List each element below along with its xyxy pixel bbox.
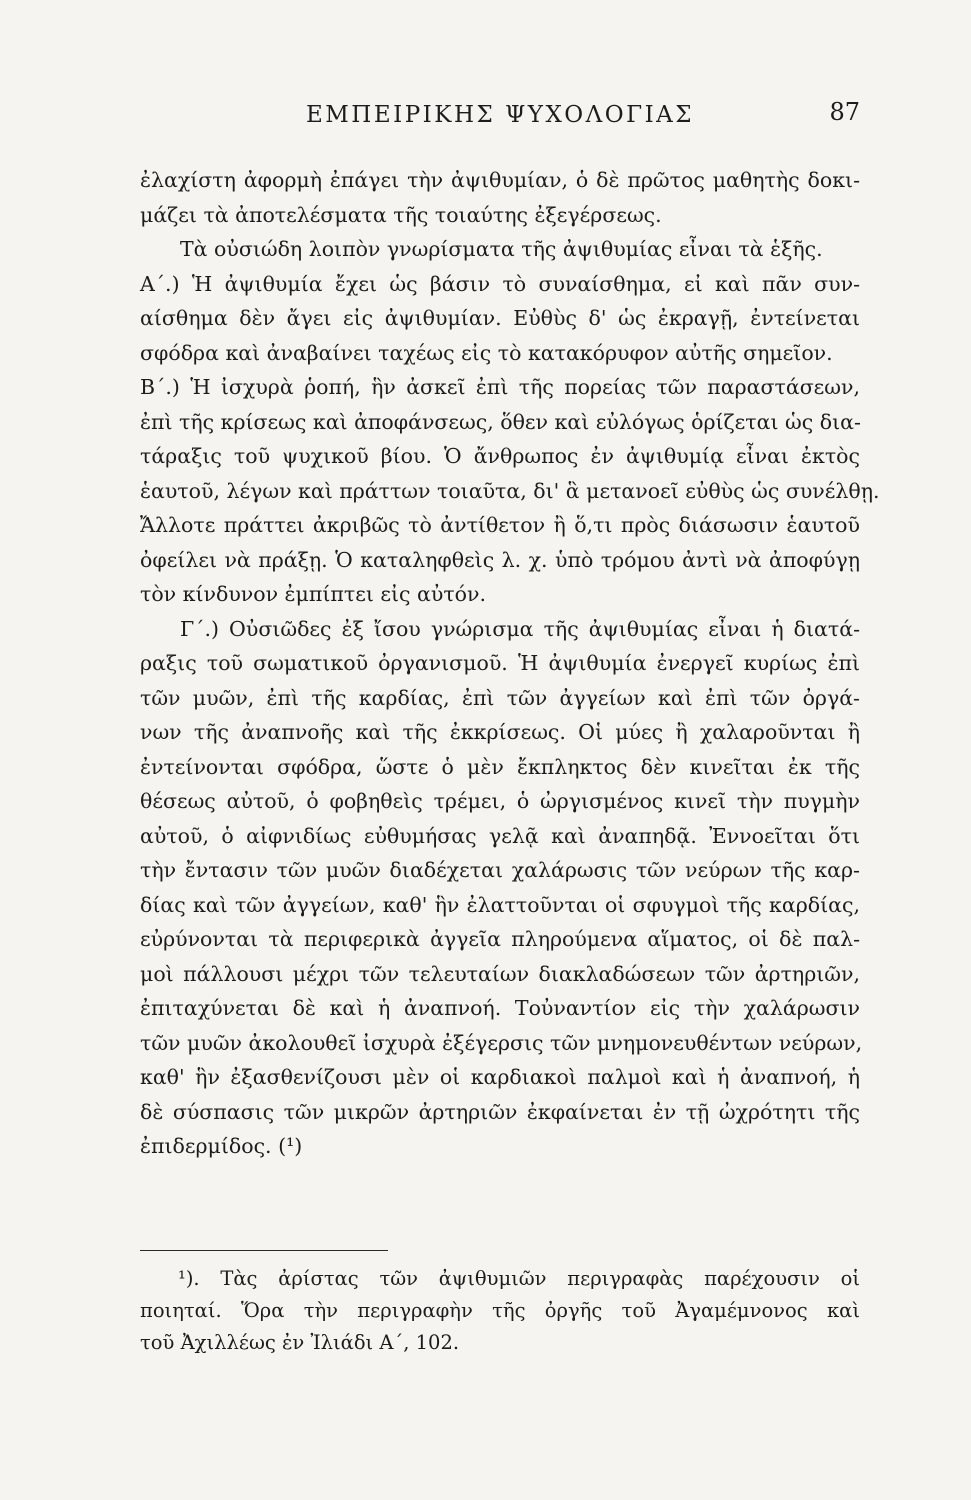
- text-line: καθ' ἣν ἐξασθενίζουσι μὲν οἱ καρδιακοὶ παλμοὶ καὶ ἡ ἀναπνοή, ἡ: [140, 1065, 860, 1089]
- text-line: θέσεως αὐτοῦ, ὁ φοβηθεὶς τρέμει, ὁ ὠργισμένος κινεῖ τὴν πυγμὴν: [140, 789, 860, 813]
- text-line: σφόδρα καὶ ἀναβαίνει ταχέως εἰς τὸ κατακόρυφον αὐτῆς σημεῖον.: [140, 340, 833, 365]
- text-line: ἐπιδερμίδος. (¹): [140, 1134, 303, 1158]
- text-line: Β΄.) Ἡ ἰσχυρὰ ῥοπή, ἣν ἀσκεῖ ἐπὶ τῆς πορείας τῶν παραστάσεων,: [140, 375, 860, 399]
- footnote-line: ποιηταί. Ὅρα τὴν περιγραφὴν τῆς ὀργῆς τοῦ Ἀγαμέμνονος καὶ: [140, 1299, 860, 1322]
- text-line: δὲ σύσπασις τῶν μικρῶν ἀρτηριῶν ἐκφαίνεται ἐν τῇ ὠχρότητι τῆς: [140, 1099, 860, 1124]
- text-line: ἐπὶ τῆς κρίσεως καὶ ἀποφάνσεως, ὅθεν καὶ εὐλόγως ὁρίζεται ὡς δια-: [140, 409, 861, 434]
- text-line: ἑαυτοῦ, λέγων καὶ πράττων τοιαῦτα, δι' ἃ μετανοεῖ εὐθὺς ὡς συνέλθῃ.: [140, 478, 880, 503]
- text-line: τάραξις τοῦ ψυχικοῦ βίου. Ὁ ἄνθρωπος ἐν ἀψιθυμίᾳ εἶναι ἐκτὸς: [140, 444, 860, 468]
- page-number: 87: [829, 98, 860, 126]
- text-line: τῶν μυῶν, ἐπὶ τῆς καρδίας, ἐπὶ τῶν ἀγγείων καὶ ἐπὶ τῶν ὀργά-: [140, 685, 860, 710]
- footnote: [140, 1263, 860, 1359]
- text-line: ἐλαχίστη ἀφορμὴ ἐπάγει τὴν ἀψιθυμίαν, ὁ δὲ πρῶτος μαθητὴς δοκι-: [140, 168, 860, 192]
- running-title: ΕΜΠΕΙΡΙΚΗΣ ΨΥΧΟΛΟΓΙΑΣ: [305, 102, 695, 128]
- text-line: μοὶ πάλλουσι μέχρι τῶν τελευταίων διακλαδώσεων τῶν ἀρτηριῶν,: [140, 961, 860, 986]
- text-line: τὸν κίνδυνον ἐμπίπτει εἰς αὐτόν.: [140, 582, 487, 606]
- text-line: Α΄.) Ἡ ἀψιθυμία ἔχει ὡς βάσιν τὸ συναίσθημα, εἰ καὶ πᾶν συν-: [140, 271, 860, 296]
- text-line: νων τῆς ἀναπνοῆς καὶ τῆς ἐκκρίσεως. Οἱ μύες ἢ χαλαροῦνται ἢ: [140, 720, 860, 744]
- text-line: Ἄλλοτε πράττει ἀκριβῶς τὸ ἀντίθετον ἢ ὅ,τι πρὸς διάσωσιν ἑαυτοῦ: [140, 513, 860, 537]
- text-line: ἐντείνονται σφόδρα, ὥστε ὁ μὲν ἔκπληκτος δὲν κινεῖται ἐκ τῆς: [140, 754, 860, 779]
- text-line: αὐτοῦ, ὁ αἰφνιδίως εὐθυμήσας γελᾷ καὶ ἀναπηδᾷ. Ἐννοεῖται ὅτι: [140, 823, 860, 848]
- text-line: τῶν μυῶν ἀκολουθεῖ ἰσχυρὰ ἐξέγερσις τῶν μνημονευθέντων νεύρων,: [140, 1030, 863, 1055]
- text-line: ὀφείλει νὰ πράξῃ. Ὁ καταληφθεὶς λ. χ. ὑπὸ τρόμου ἀντὶ νὰ ἀποφύγῃ: [140, 547, 860, 572]
- text-line: Τὰ οὐσιώδη λοιπὸν γνωρίσματα τῆς ἀψιθυμίας εἶναι τὰ ἑξῆς.: [180, 237, 823, 261]
- text-line: Γ΄.) Οὐσιῶδες ἐξ ἴσου γνώρισμα τῆς ἀψιθυμίας εἶναι ἡ διατά-: [180, 616, 860, 641]
- footnote-line: ¹). Τὰς ἀρίστας τῶν ἀψιθυμιῶν περιγραφὰς παρέχουσιν οἱ: [178, 1267, 860, 1290]
- page-header: [140, 96, 860, 136]
- footnote-divider: [140, 1250, 388, 1251]
- text-line: ραξις τοῦ σωματικοῦ ὀργανισμοῦ. Ἡ ἀψιθυμία ἐνεργεῖ κυρίως ἐπὶ: [140, 651, 860, 675]
- footnote-line: τοῦ Ἀχιλλέως ἐν Ἰλιάδι Α΄, 102.: [140, 1331, 460, 1354]
- text-line: ἐπιταχύνεται δὲ καὶ ἡ ἀναπνοή. Τοὐναντίον εἰς τὴν χαλάρωσιν: [140, 996, 860, 1020]
- text-line: μάζει τὰ ἀποτελέσματα τῆς τοιαύτης ἐξεγέρσεως.: [140, 202, 662, 227]
- text-line: αίσθημα δὲν ἄγει εἰς ἀψιθυμίαν. Εὐθὺς δ' ὡς ἐκραγῇ, ἐντείνεται: [140, 306, 860, 330]
- text-line: δίας καὶ τῶν ἀγγείων, καθ' ἣν ἐλαττοῦνται οἱ σφυγμοὶ τῆς καρδίας,: [140, 892, 860, 917]
- text-line: τὴν ἔντασιν τῶν μυῶν διαδέχεται χαλάρωσις τῶν νεύρων τῆς καρ-: [140, 858, 860, 882]
- body-text: [140, 163, 880, 1164]
- text-line: εὐρύνονται τὰ περιφερικὰ ἀγγεῖα πληρούμενα αἵματος, οἱ δὲ παλ-: [140, 927, 860, 951]
